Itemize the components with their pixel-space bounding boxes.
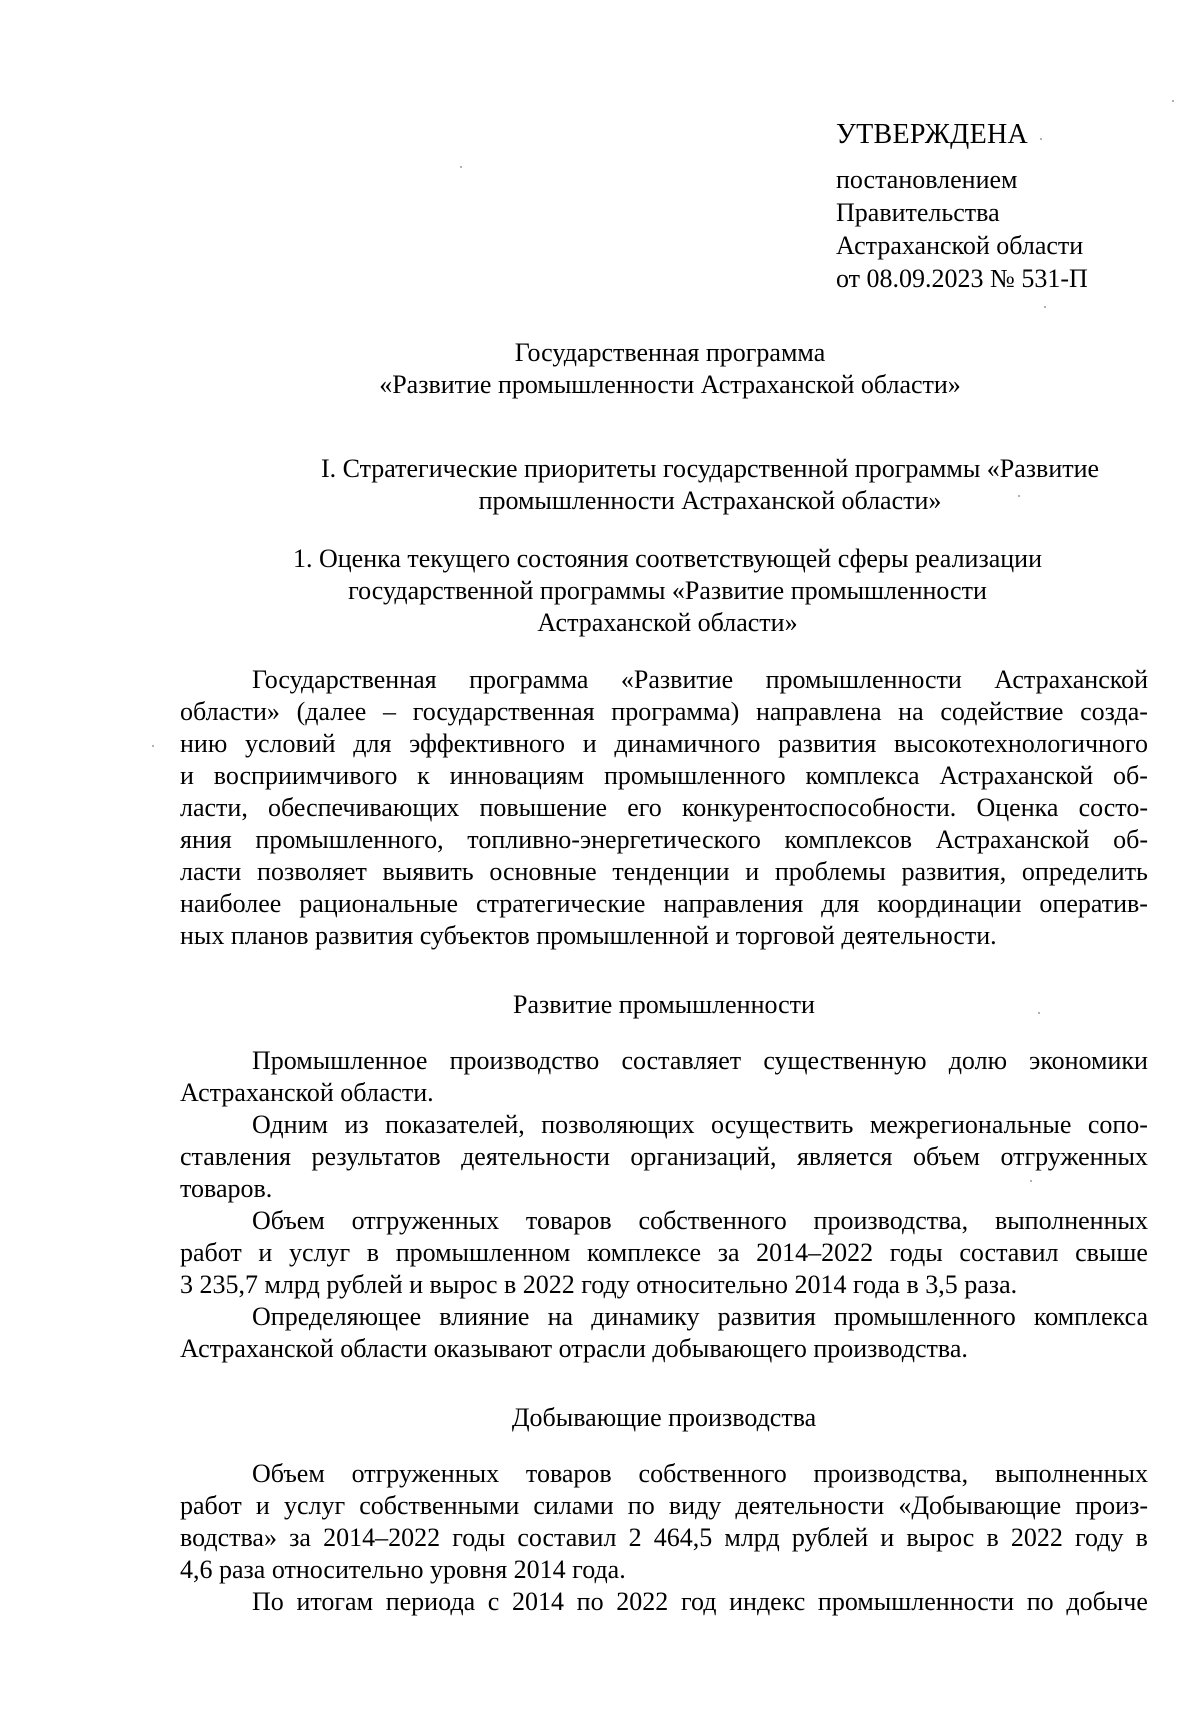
- scan-speck: [1018, 495, 1020, 497]
- program-title-line: Государственная программа: [514, 338, 826, 367]
- text-line: Астраханской области оказывают отрасли добывающего производства.: [180, 1334, 968, 1363]
- text-line: Объем отгруженных товаров собственного производства, выполненных: [252, 1206, 1148, 1235]
- text-line: ных планов развития субъектов промышленной и торговой деятельности.: [180, 921, 997, 950]
- approval-heading: УТВЕРЖДЕНА: [836, 119, 1029, 150]
- text-line: Астраханской области.: [180, 1078, 434, 1107]
- text-line: товаров.: [180, 1174, 273, 1203]
- paragraph-industry: [180, 1045, 1148, 1365]
- text-line: Государственная программа «Развитие промышленности Астраханской: [252, 665, 1148, 694]
- text-line: наиболее рациональные стратегические направления для координации оператив-: [180, 889, 1148, 918]
- text-line: Определяющее влияние на динамику развития промышленного комплекса: [252, 1302, 1148, 1331]
- text-line: ласти, обеспечивающих повышение его конкурентоспособности. Оценка состо-: [180, 793, 1148, 822]
- scan-speck: [1040, 138, 1042, 140]
- approval-line: Астраханской области: [836, 231, 1084, 260]
- scan-speck: [1030, 1180, 1032, 1182]
- subsection-title-line: Астраханской области»: [537, 608, 798, 637]
- approval-block: [836, 118, 1088, 295]
- paragraph-intro: [180, 664, 1148, 952]
- subsection-title-line: 1. Оценка текущего состояния соответствующей сферы реализации: [292, 544, 1043, 573]
- text-line: водства» за 2014–2022 годы составил 2 464,5 млрд рублей и вырос в 2022 году в: [180, 1523, 1148, 1552]
- scan-speck: [152, 745, 154, 747]
- text-line: работ и услуг собственными силами по виду деятельности «Добывающие произ-: [180, 1491, 1148, 1520]
- text-line: 4,6 раза относительно уровня 2014 года.: [180, 1555, 626, 1584]
- approval-date-line: от 08.09.2023 № 531-П: [836, 264, 1088, 293]
- scan-speck: [460, 166, 462, 168]
- section-title: [270, 453, 1150, 517]
- text-line: ласти позволяет выявить основные тенденции и проблемы развития, определить: [180, 857, 1148, 886]
- subsection-title-line: государственной программы «Развитие промышленности: [348, 576, 987, 605]
- text-line: яния промышленного, топливно-энергетического комплексов Астраханской об-: [180, 825, 1148, 854]
- scan-speck: [1044, 306, 1046, 308]
- text-line: и восприимчивого к инновациям промышленного комплекса Астраханской об-: [180, 761, 1148, 790]
- subsection-title: [180, 543, 1155, 639]
- approval-line: Правительства: [836, 198, 1000, 227]
- text-line: Объем отгруженных товаров собственного производства, выполненных: [252, 1459, 1148, 1488]
- text-line: По итогам периода с 2014 по 2022 год индекс промышленности по добыче: [252, 1587, 1148, 1616]
- section-title-line: I. Стратегические приоритеты государственной программы «Развитие: [320, 454, 1100, 483]
- text-line: области» (далее – государственная программа) направлена на содействие созда-: [180, 697, 1148, 726]
- text-line: ставления результатов деятельности организаций, является объем отгруженных: [180, 1142, 1148, 1171]
- scan-speck: [1038, 1012, 1040, 1014]
- text-line: Промышленное производство составляет существенную долю экономики: [252, 1046, 1148, 1075]
- text-line: нию условий для эффективного и динамичного развития высокотехнологичного: [180, 729, 1148, 758]
- heading-industry: Развитие промышленности: [513, 990, 815, 1019]
- scan-speck: [1172, 100, 1174, 102]
- approval-line: постановлением: [836, 165, 1018, 194]
- text-line: Одним из показателей, позволяющих осуществить межрегиональные сопо-: [252, 1110, 1148, 1139]
- paragraph-mining: [180, 1458, 1148, 1618]
- heading-mining: Добывающие производства: [511, 1403, 817, 1432]
- section-title-line: промышленности Астраханской области»: [478, 486, 942, 515]
- text-line: 3 235,7 млрд рублей и вырос в 2022 году относительно 2014 года в 3,5 раза.: [180, 1270, 1018, 1299]
- program-title-line: «Развитие промышленности Астраханской области»: [379, 370, 961, 399]
- program-title: [190, 337, 1150, 401]
- text-line: работ и услуг в промышленном комплексе за 2014–2022 годы составил свыше: [180, 1238, 1148, 1267]
